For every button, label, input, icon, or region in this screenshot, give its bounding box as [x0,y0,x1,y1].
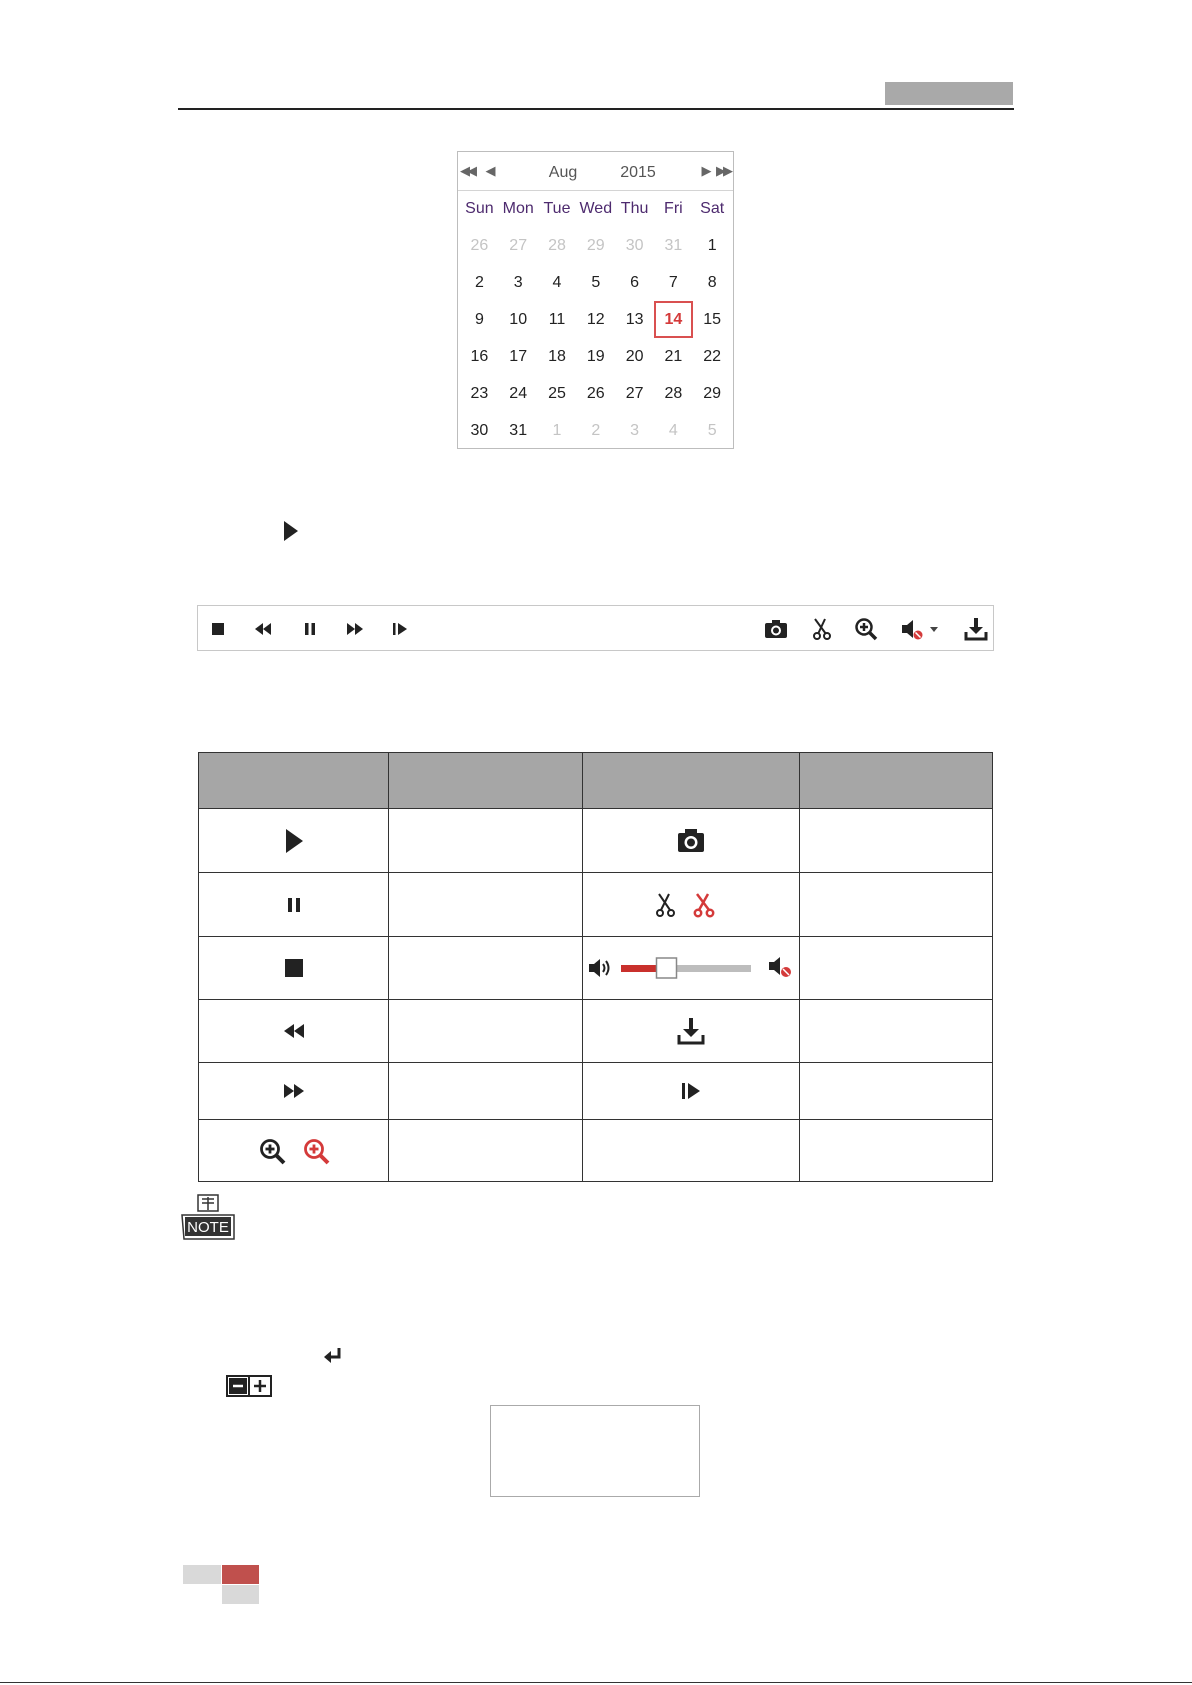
volume-slider[interactable] [621,956,751,980]
empty-frame [490,1405,700,1497]
audio-muted-icon[interactable] [767,956,795,980]
calendar-weekday-row [460,190,732,227]
calendar-day[interactable]: 29 [703,384,722,402]
calendar-day[interactable]: 6 [630,273,640,291]
prev-year-icon[interactable]: ◀◀ [460,163,474,178]
calendar-day[interactable]: 3 [630,421,640,439]
calendar-day[interactable]: 1 [552,421,562,439]
calendar-day[interactable]: 16 [470,347,489,365]
calendar-weekday: Mon [502,199,534,217]
footer-block-gray [183,1565,221,1584]
calendar-weekday: Tue [543,199,571,217]
calendar-day[interactable]: 13 [625,310,644,328]
calendar-day[interactable]: 18 [548,347,566,365]
table-row [199,873,993,937]
icon-cell [199,873,389,937]
description-cell [800,1000,993,1063]
description-cell [800,873,993,937]
calendar-week-row [460,301,732,338]
calendar-day[interactable]: 26 [586,384,605,402]
volume-slider-knob[interactable] [657,958,677,978]
fast-forward-icon [345,621,365,637]
description-cell [389,809,583,873]
calendar-day[interactable]: 27 [509,236,528,254]
table-row [199,1063,993,1120]
calendar-day[interactable]: 20 [625,347,644,365]
table-row [199,1000,993,1063]
header-tab [885,82,1013,105]
icon-cell [583,1120,800,1182]
calendar-day[interactable]: 17 [509,347,528,365]
stop-icon [284,958,304,978]
icon-cell [199,1063,389,1120]
clip-icon [810,617,834,641]
calendar-week-row [460,375,732,412]
clip-button[interactable] [810,617,834,641]
table-row [199,937,993,1000]
icon-cell [583,1000,800,1063]
description-cell [800,937,993,1000]
header-rule [178,108,1014,110]
header-cell-icon [199,753,389,809]
table-row [199,1120,993,1182]
calendar-day[interactable]: 8 [707,273,717,291]
calendar-day[interactable]: 28 [548,236,566,254]
fast-forward-button[interactable] [343,617,367,641]
frame-forward-icon [391,621,409,637]
slow-forward-icon [281,1022,307,1040]
stop-button[interactable] [206,617,230,641]
volume-icon[interactable] [587,956,613,980]
calendar-day[interactable]: 9 [474,310,484,328]
clip-active-icon [691,892,717,918]
description-cell [389,1120,583,1182]
calendar-month[interactable]: Aug [548,164,578,181]
minus-plus-icon [226,1375,272,1397]
slow-forward-icon [253,621,273,637]
calendar-week-row [460,412,732,449]
capture-icon [676,828,706,854]
calendar-week-row [460,338,732,375]
icon-description-table [198,752,993,1182]
icon-cell [199,809,389,873]
calendar-header [458,152,733,191]
next-year-icon[interactable]: ▶▶ [716,163,730,178]
footer-block-gray [222,1585,259,1604]
header-cell-description [389,753,583,809]
calendar-day-selected[interactable]: 14 [654,301,693,338]
table-header-row [199,753,993,809]
calendar-day[interactable]: 26 [470,236,489,254]
calendar-day[interactable]: 27 [625,384,644,402]
icon-cell [583,809,800,873]
calendar-day[interactable]: 5 [707,421,717,439]
calendar-day[interactable]: 29 [586,236,605,254]
playback-toolbar [197,605,994,651]
calendar-day[interactable]: 15 [703,310,722,328]
icon-cell [583,1063,800,1120]
calendar-day[interactable]: 3 [513,273,523,291]
calendar-weekday: Fri [664,199,683,217]
calendar-day[interactable]: 10 [509,310,528,328]
calendar-weekday: Thu [620,199,649,217]
icon-cell [583,873,800,937]
calendar-day[interactable]: 4 [668,421,678,439]
next-month-icon[interactable]: ▶ [701,163,709,178]
calendar-day[interactable]: 30 [470,421,489,439]
calendar-day[interactable]: 31 [664,236,683,254]
description-cell [389,937,583,1000]
calendar-day[interactable]: 21 [664,347,683,365]
calendar-day[interactable]: 7 [668,273,678,291]
download-button[interactable] [964,617,988,641]
calendar-week-row [460,227,732,264]
calendar-day[interactable]: 5 [591,273,601,291]
download-icon [964,617,988,641]
description-cell [389,1063,583,1120]
calendar-grid [460,190,732,449]
icon-cell [199,1000,389,1063]
pause-button[interactable] [298,617,322,641]
description-cell [389,873,583,937]
header-cell-icon [583,753,800,809]
footer-block-red [222,1565,259,1584]
digital-zoom-active-icon [302,1137,330,1165]
calendar-day[interactable]: 2 [474,273,484,291]
digital-zoom-icon [258,1137,286,1165]
calendar-year[interactable]: 2015 [620,164,656,181]
calendar-day[interactable]: 28 [664,384,683,402]
calendar-day[interactable]: 30 [625,236,644,254]
slow-forward-button[interactable] [251,617,275,641]
clip-icon [653,892,677,918]
calendar-week-row [460,264,732,301]
audio-muted-icon [900,617,940,641]
note-label: NOTE [187,1219,229,1236]
calendar-day[interactable]: 12 [586,310,605,328]
digital-zoom-button[interactable] [854,617,878,641]
download-icon [677,1017,705,1045]
pause-icon [285,896,303,914]
calendar-day[interactable]: 24 [509,384,528,402]
calendar-day[interactable]: 1 [707,236,717,254]
table-row [199,809,993,873]
enter-icon [323,1347,343,1365]
capture-button[interactable] [764,617,788,641]
pause-icon [302,621,318,637]
prev-month-icon[interactable]: ◀ [485,163,493,178]
icon-cell [199,937,389,1000]
icon-cell [199,1120,389,1182]
calendar-day[interactable]: 23 [470,384,489,402]
frame-forward-button[interactable] [388,617,412,641]
description-cell [800,809,993,873]
play-icon [283,520,299,542]
icon-cell [583,937,800,1000]
description-cell [800,1120,993,1182]
digital-zoom-icon [854,617,878,641]
calendar-day[interactable]: 19 [586,347,605,365]
calendar-day[interactable]: 25 [548,384,566,402]
header-cell-description [800,753,993,809]
calendar-weekday: Sun [465,199,494,217]
frame-forward-icon [680,1081,702,1101]
calendar [457,151,734,449]
audio-button[interactable] [900,617,940,641]
description-cell [389,1000,583,1063]
calendar-day[interactable]: 31 [509,421,528,439]
calendar-weekday: Wed [579,199,613,217]
calendar-day[interactable]: 22 [703,347,722,365]
footer-rule [0,1682,1192,1683]
play-icon [284,827,304,855]
capture-icon [764,619,788,639]
note-icon [180,1193,236,1241]
fast-forward-icon [281,1082,307,1100]
calendar-day[interactable]: 2 [591,421,601,439]
calendar-day[interactable]: 4 [552,273,562,291]
calendar-day[interactable]: 11 [548,310,566,328]
description-cell [800,1063,993,1120]
calendar-weekday: Sat [700,199,725,217]
stop-icon [210,621,226,637]
